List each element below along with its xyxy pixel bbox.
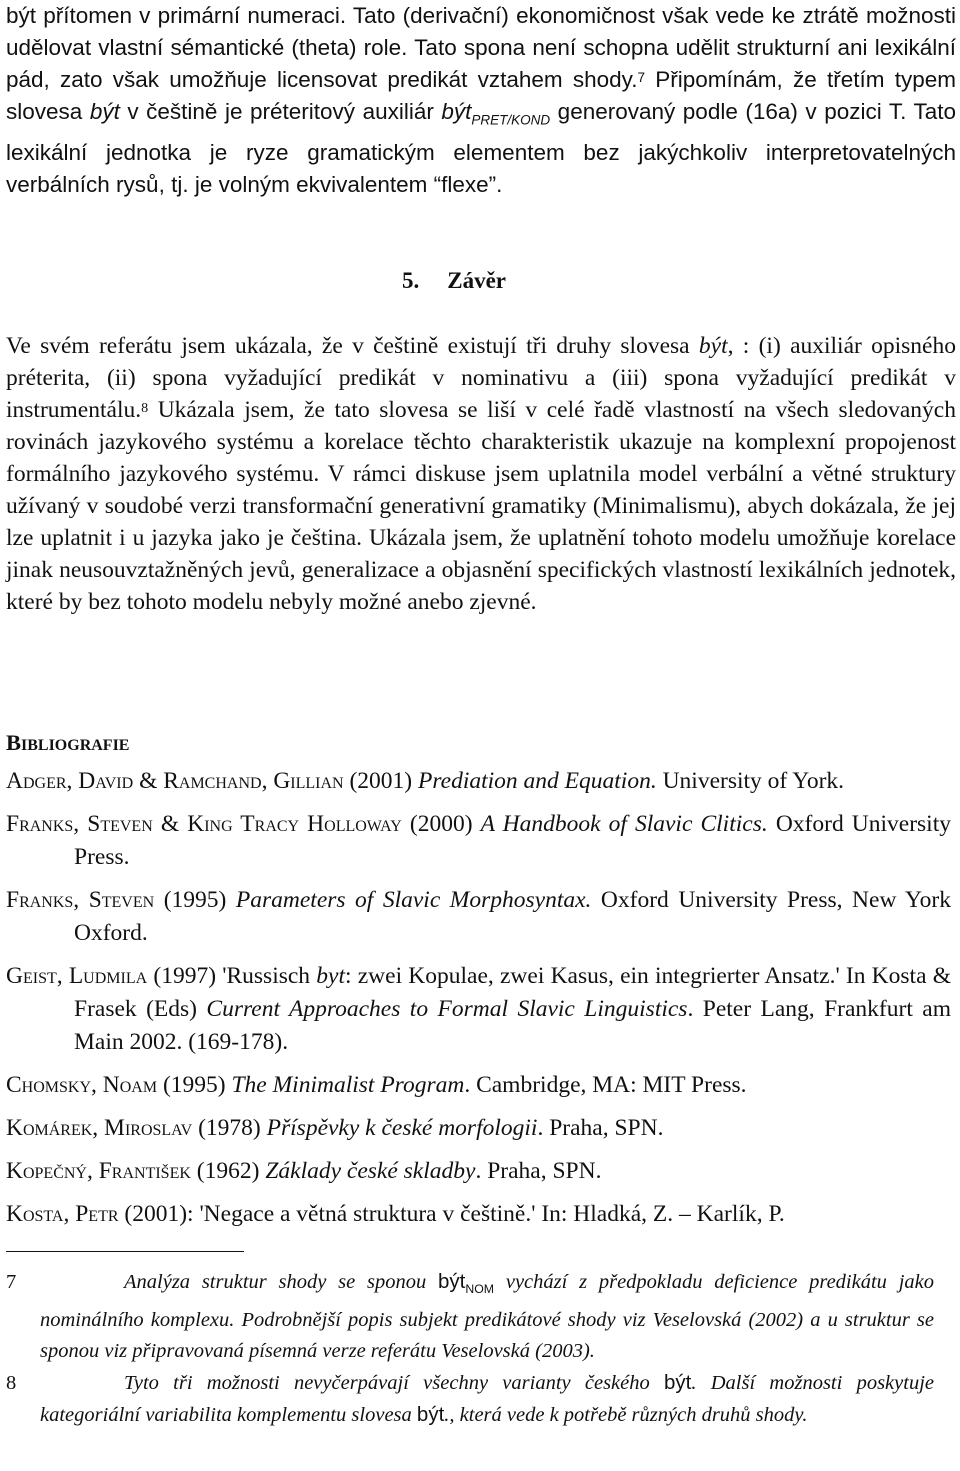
bib-author: Kosta, Petr: [6, 1201, 119, 1227]
italic-term: být: [441, 99, 472, 124]
bibliography-title: Bibliografie: [6, 730, 130, 755]
bib-entry: [6, 960, 951, 1059]
bib-work-title: Příspěvky k české morfologii: [266, 1115, 538, 1141]
subscript: PRET/KOND: [471, 112, 551, 128]
section-heading: [402, 268, 506, 294]
upright-term: být: [438, 1270, 466, 1293]
footnote-number: 7: [6, 1271, 17, 1293]
text-run: Analýza struktur shody se sponou: [124, 1271, 438, 1293]
bib-work-title: Prediation and Equation.: [418, 768, 657, 794]
bibliography-list: [6, 765, 951, 1241]
bib-publisher: . Praha, SPN.: [475, 1158, 602, 1184]
bib-author: Adger, David: [6, 768, 134, 794]
footnote-number: 8: [6, 1372, 17, 1395]
bib-year: (1978): [192, 1115, 267, 1141]
bib-author: Chomsky, Noam: [6, 1072, 158, 1098]
bib-author: Geist, Ludmila: [6, 963, 148, 989]
text-run: Ve svém referátu jsem ukázala, že v češtině existují tři druhy slovesa: [6, 333, 699, 359]
bib-author: King Tracy Holloway: [187, 811, 402, 837]
footnote-7: [6, 1266, 934, 1367]
text-run: Připomínám, že třetím typem slovesa: [6, 67, 957, 124]
bib-author: Kopečný, František: [6, 1158, 191, 1184]
text-run: být přítomen v primární numeraci. Tato (derivační) ekonomičnost však vede ke ztrátě možnosti udělovat vlastní sémantické (theta) role. Tato spona není schopna udělit strukturní ani lexikální pád, zato však umožňuje licensovat predikát vztahem shody.: [6, 3, 956, 92]
bib-publisher: . Praha, SPN.: [537, 1115, 664, 1141]
conclusion-paragraph: [6, 330, 956, 618]
bib-entry: [6, 1069, 951, 1102]
text-run: vychází z předpokladu deficience predikátu jako nominálního komplexu. Podrobnější popis subjekt predikátové shody viz Veselovská (2002) a u struktur se sponou viz připravovaná písemná verze referátu Veselovská (2003).: [40, 1271, 934, 1363]
bib-entry: [6, 765, 951, 798]
body-paragraph-intro: [6, 0, 956, 201]
bib-entry: [6, 1155, 951, 1188]
text-run: Ukázala jsem, že tato slovesa se liší v celé řadě vlastností na všech sledovaných rovinách jazykového systému a korelace těchto charakteristik ukazuje na komplexní propojenost formálního jazykového systému. V rámci diskuse jsem uplatnila model verbální a větné struktury užívaný v soudobé verzi transformační generativní gramatiky (Minimalismu), abych dokázala, že jej lze uplatnit i u jazyka jako je čeština. Ukázala jsem, že uplatnění tohoto modelu umožňuje korelace jinak neusouvztažněných jevů, generalizace a objasnění specifických vlastností lexikálních jednotek, které by bez tohoto modelu nebyly možné anebo zjevné.: [6, 397, 956, 615]
bib-work-title: The Minimalist Program: [231, 1072, 465, 1098]
bib-entry: [6, 884, 951, 950]
bib-publisher: : zwei Kopulae, zwei Kasus, ein integrierter Ansatz.' In Kosta & Frasek (Eds): [74, 963, 951, 1022]
bib-publisher: Oxford University Press, New York Oxford.: [74, 887, 952, 946]
bib-work-title: byt: [316, 963, 345, 989]
subscript: NOM: [465, 1282, 495, 1297]
bib-author: Komárek, Miroslav: [6, 1115, 193, 1141]
bib-year: (1995): [157, 1072, 232, 1098]
upright-term: být: [664, 1371, 692, 1395]
bib-year: (2000): [401, 811, 481, 837]
footnote-8: [6, 1367, 934, 1431]
bib-publisher: Oxford University Press.: [74, 811, 951, 870]
bib-author: Ramchand, Gillian: [163, 768, 344, 794]
bib-year: (1995): [154, 887, 236, 913]
footnote-ref-8: 8: [141, 400, 149, 416]
section-number: 5.: [402, 268, 420, 293]
bib-amp: &: [133, 768, 164, 794]
text-run: generovaný podle (16a) v pozici T. Tato lexikální jednotka je ryze gramatickým elementem bez jakýchkoliv interpretovatelných verbálních rysů, tj. je volným ekvivalentem “flexe”.: [6, 99, 956, 197]
bib-work-title: Parameters of Slavic Morphosyntax.: [235, 887, 592, 913]
italic-term: být: [698, 333, 728, 359]
text-run: , : (i) auxiliár opisného préterita, (ii) spona vyžadující predikát v nominativu a (iii) spona vyžadující predikát v instrumentálu.: [6, 333, 956, 423]
upright-term: být: [416, 1403, 445, 1427]
bib-author: Franks, Steven: [6, 811, 153, 837]
italic-term: být: [89, 99, 120, 124]
bib-work-title: A Handbook of Slavic Clitics.: [480, 811, 768, 837]
footnote-separator: [6, 1251, 244, 1252]
footnote-ref-7: 7: [637, 70, 646, 85]
text-run: v češtině je préteritový auxiliár: [119, 99, 442, 124]
bib-year: (1997) 'Russisch: [147, 963, 317, 989]
bib-year: (1962): [190, 1158, 266, 1184]
bib-entry: [6, 1112, 951, 1145]
bib-work-title: Current Approaches to Formal Slavic Linguistics: [206, 996, 688, 1022]
bib-year: (2001): [343, 768, 419, 794]
bib-amp: &: [152, 811, 188, 837]
section-title: Závěr: [447, 268, 507, 293]
bib-entry: [6, 1198, 951, 1231]
text-run: ., která vede k potřebě různých druhů shody.: [444, 1404, 808, 1427]
bib-publisher: University of York.: [656, 768, 845, 794]
bib-publisher: . Cambridge, MA: MIT Press.: [464, 1072, 747, 1098]
text-run: Tyto tři možnosti nevyčerpávají všechny varianty českého: [124, 1372, 664, 1395]
bib-publisher: . Peter Lang, Frankfurt am Main 2002. (169-178).: [74, 996, 951, 1055]
text-run: . Další možnosti poskytuje kategoriální variabilita komplementu slovesa: [40, 1372, 934, 1427]
bib-entry: [6, 808, 951, 874]
bib-year: (2001): 'Negace a větná struktura v češtině.' In: Hladká, Z. – Karlík, P.: [118, 1201, 785, 1227]
bib-work-title: Základy české skladby: [265, 1158, 476, 1184]
bib-author: Franks, Steven: [6, 887, 155, 913]
footnotes: [6, 1266, 934, 1431]
